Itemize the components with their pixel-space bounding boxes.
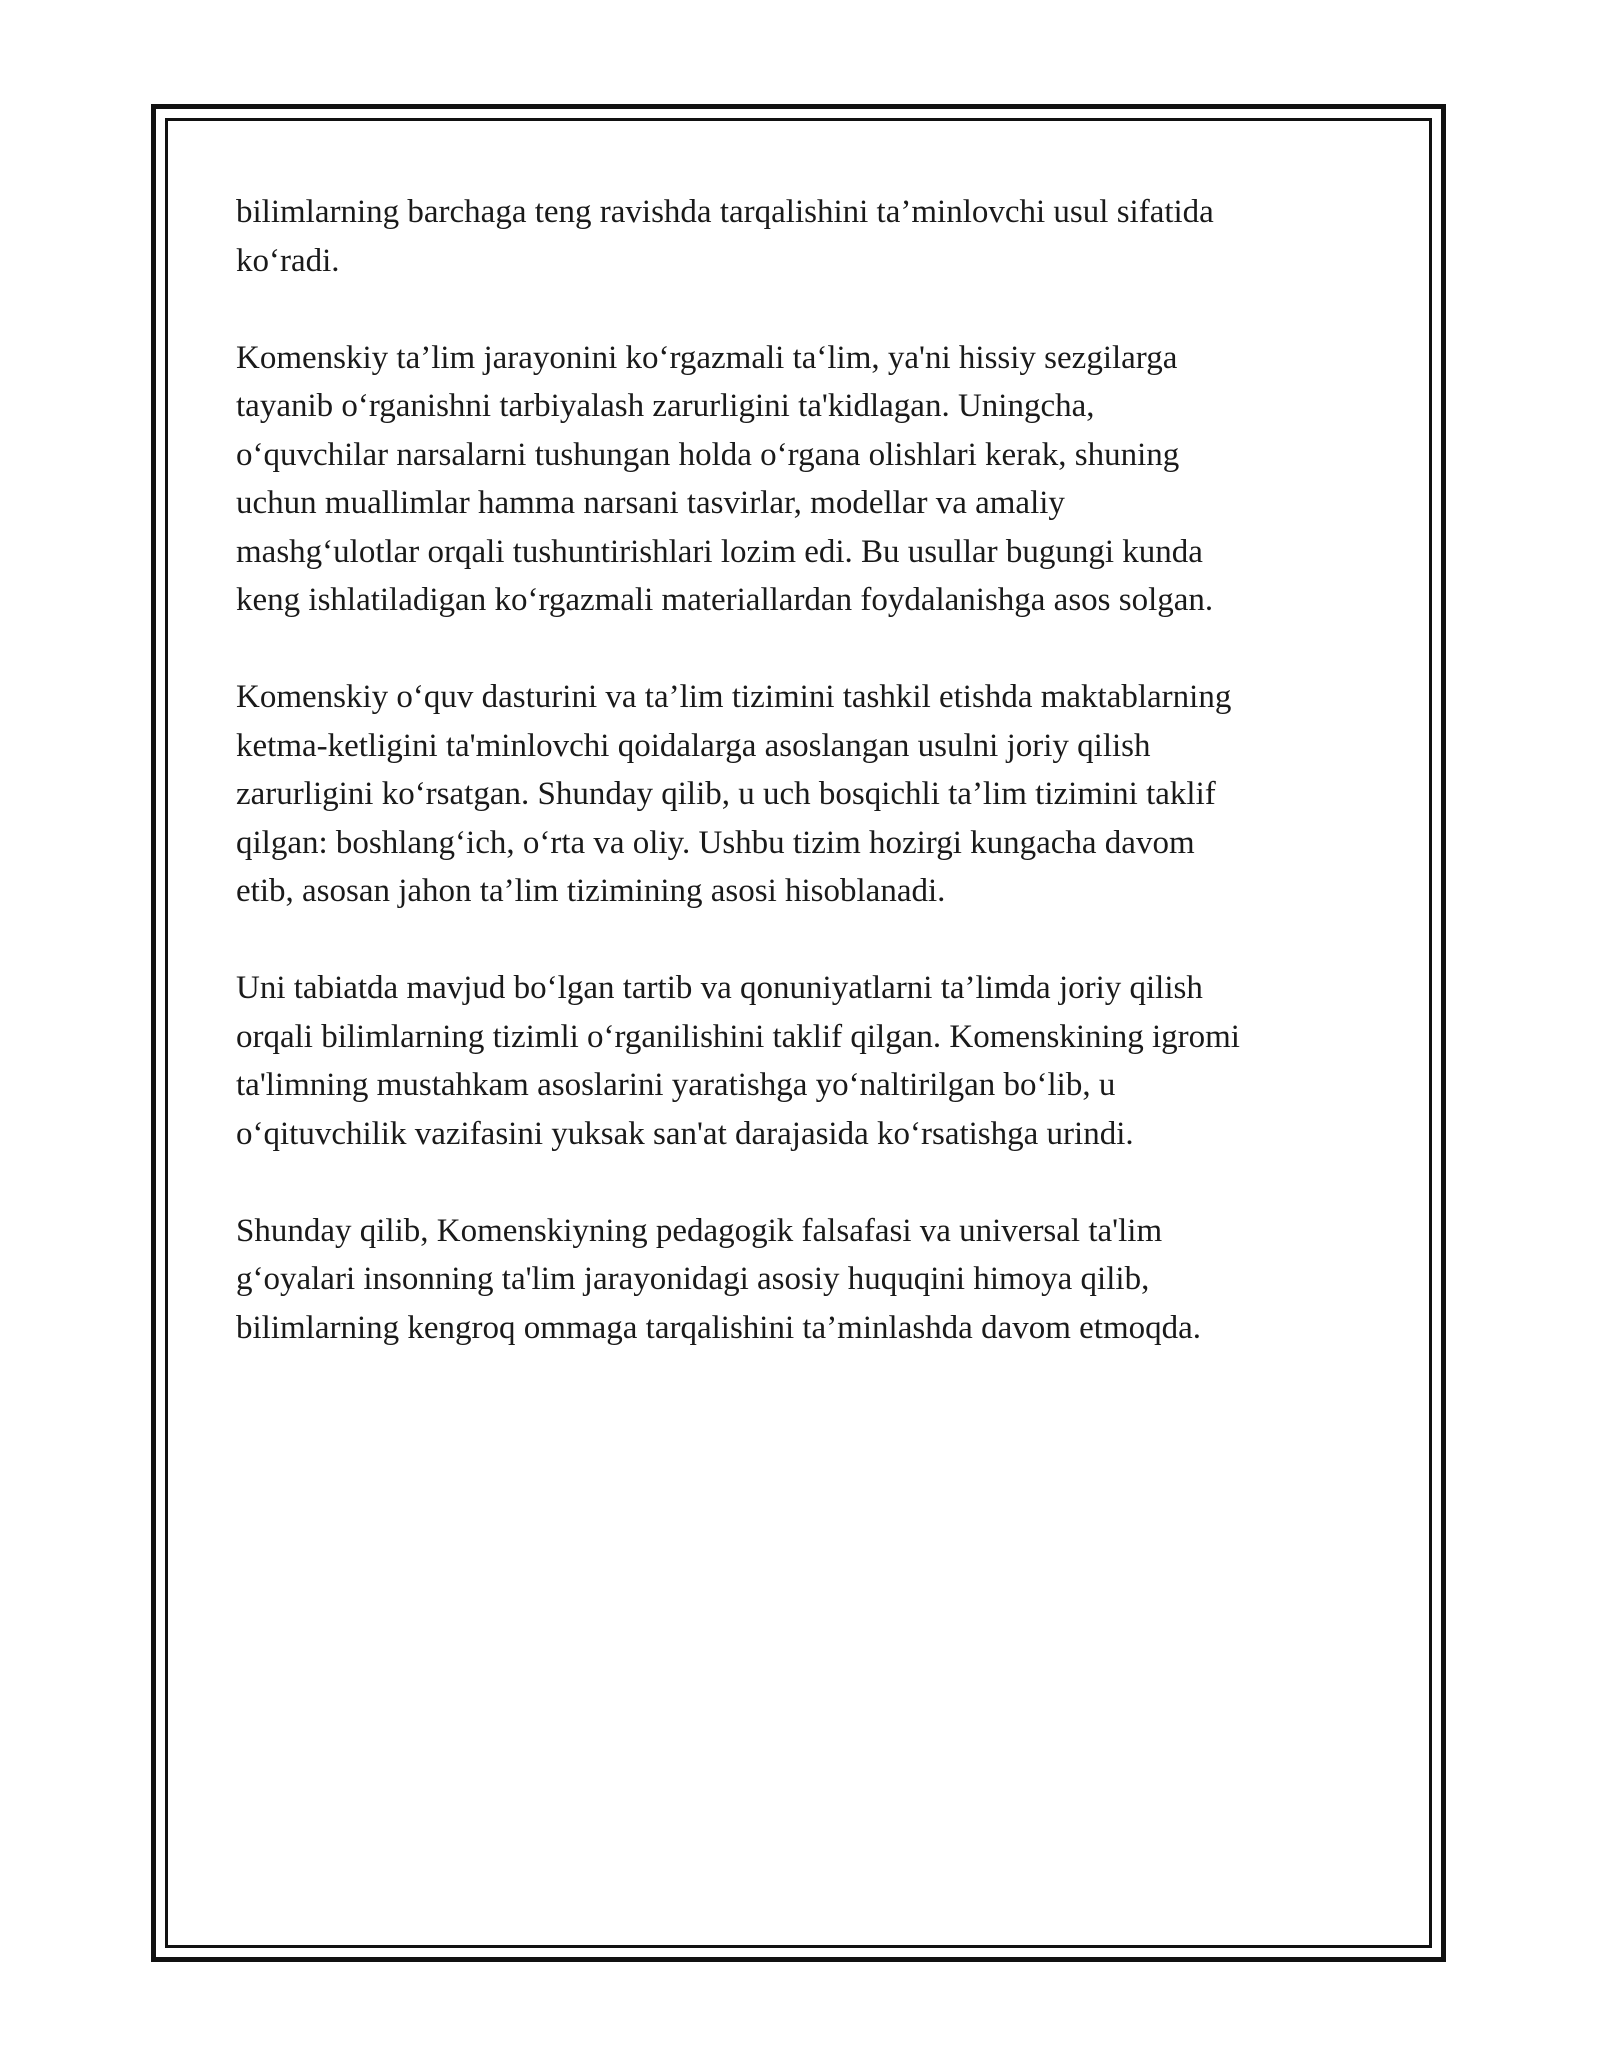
paragraph-2: Komenskiy ta’lim jarayonini ko‘rgazmali ta‘lim, ya'ni hissiy sezgilarga tayanib o‘rganishni tarbiyalash zarurligini ta'kidlagan. Uningcha, o‘quvchilar narsalarni tushungan holda o‘rgana olishlari kerak, shuning uchun muallimlar hamma narsani tasvirlar, modellar va amaliy mashg‘ulotlar orqali tushuntirishlari lozim edi. Bu usullar bugungi kunda keng ishlatiladigan ko‘rgazmali materiallardan foydalanishga asos solgan.: [236, 339, 1214, 618]
paragraph-1: bilimlarning barchaga teng ravishda tarqalishini ta’minlovchi usul sifatida ko‘radi.: [236, 194, 1214, 279]
paragraph-4: Uni tabiatda mavjud bo‘lgan tartib va qonuniyatlarni ta’limda joriy qilish orqali bilimlarning tizimli o‘rganilishini taklif qilgan. Komenskining igromi ta'limning mustahkam asoslarini yaratishga yo‘naltirilgan bo‘lib, u o‘qituvchilik vazifasini yuksak san'at darajasida ko‘rsatishga urindi.: [236, 970, 1240, 1152]
paragraph-3: Komenskiy o‘quv dasturini va ta’lim tizimini tashkil etishda maktablarning ketma-ketligini ta'minlovchi qoidalarga asoslangan usulni joriy qilish zarurligini ko‘rsatgan. Shunday qilib, u uch bosqichli ta’lim tizimini taklif qilgan: boshlang‘ich, o‘rta va oliy. Ushbu tizim hozirgi kungacha davom etib, asosan jahon ta’lim tizimining asosi hisoblanadi.: [236, 679, 1232, 909]
paragraph-5: Shunday qilib, Komenskiyning pedagogik falsafasi va universal ta'lim g‘oyalari insonning ta'lim jarayonidagi asosiy huquqini himoya qilib, bilimlarning kengroq ommaga tarqalishini ta’minlashda davom etmoqda.: [236, 1212, 1202, 1346]
page-body: [236, 188, 1371, 1401]
